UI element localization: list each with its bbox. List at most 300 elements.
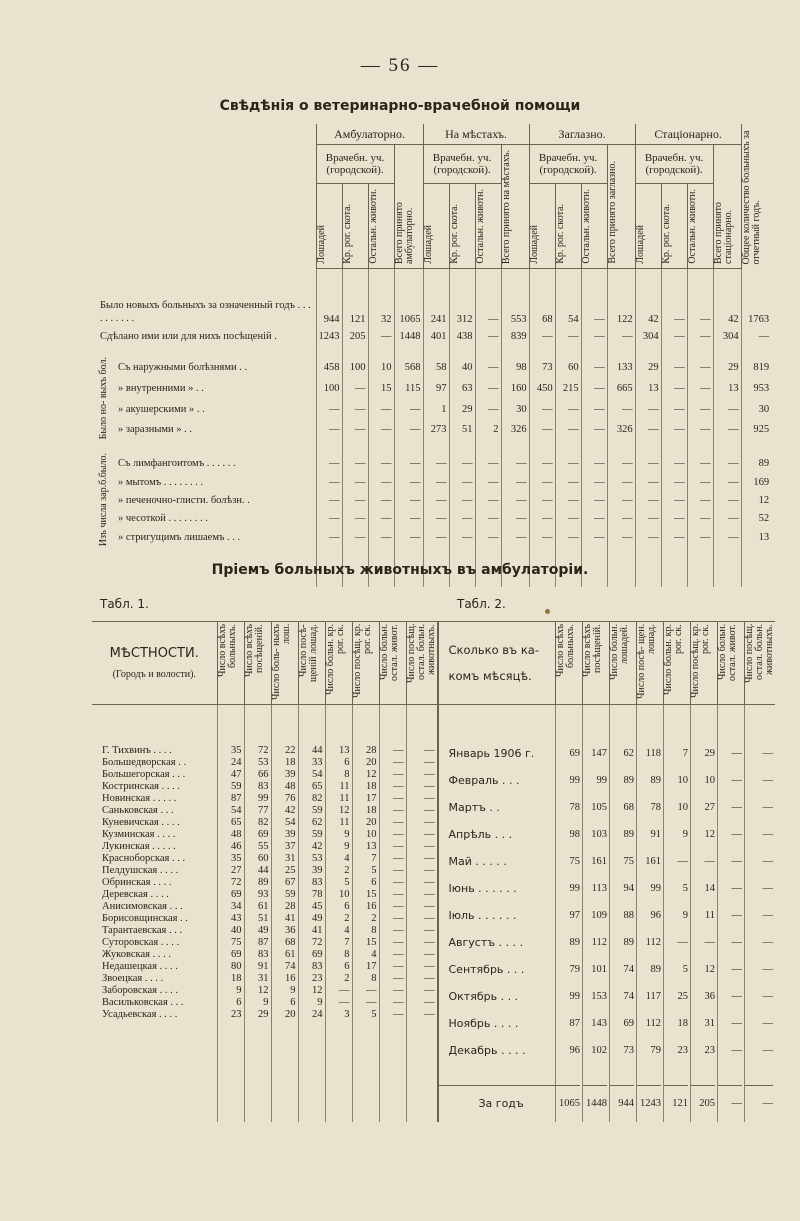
locality-name: Пелдушская . . . .: [102, 865, 179, 876]
cell-value: —: [687, 510, 713, 528]
cell-value: 304: [713, 325, 741, 347]
side-group: [98, 357, 116, 439]
right-cell-value: 5: [682, 964, 688, 975]
cell-value: —: [661, 510, 687, 528]
left-cell-value: 33: [312, 757, 323, 768]
right-cell-value: 103: [591, 829, 607, 840]
left-cell-value: 69: [231, 949, 242, 960]
left-cell-value: —: [393, 745, 404, 756]
month-name: Январь 1906 г.: [448, 747, 535, 760]
cell-value: —: [394, 453, 423, 473]
locality-name: Саньковская . . .: [102, 805, 174, 816]
right-col-header: [610, 622, 637, 705]
spacer-cell: [581, 347, 607, 357]
right-cell-value: —: [762, 802, 773, 813]
right-cell-value: 11: [704, 910, 715, 921]
left-cell-value: 49: [258, 925, 269, 936]
locality-name: Борисовщинская . .: [102, 913, 188, 924]
left-cell-value: 2: [344, 913, 350, 924]
col-header: Остальн. животн.: [367, 189, 379, 264]
col-header-cell: [449, 184, 475, 269]
month-name: Августъ . . . .: [448, 936, 523, 949]
cell-value: —: [475, 491, 501, 509]
cell-value: —: [581, 325, 607, 347]
locality-name: Недашецкая . . . .: [102, 961, 178, 972]
cell-value: —: [368, 528, 394, 546]
spacer-cell: [316, 439, 342, 453]
cell-value: 133: [607, 357, 635, 379]
right-cell-value: 96: [569, 1045, 580, 1056]
cell-value: 839: [501, 325, 529, 347]
left-cell-value: 39: [285, 769, 296, 780]
col-header: Лошадей: [528, 225, 540, 264]
left-col-header: [325, 622, 352, 705]
month-name: Май . . . . .: [448, 855, 507, 868]
left-col-label: Число всѣхъ больныхъ.: [216, 624, 238, 678]
month-name: Ноябрь . . . .: [448, 1017, 519, 1030]
left-cell-value: 9: [236, 985, 242, 996]
locality-name: Обринская . . . .: [102, 877, 172, 888]
left-cell-value: —: [424, 829, 435, 840]
locality-name: Большегорская . . .: [102, 769, 186, 780]
cell-value: —: [687, 357, 713, 379]
right-cell-value: 14: [704, 883, 715, 894]
right-cell-value: 101: [591, 964, 607, 975]
left-cell-value: —: [424, 805, 435, 816]
right-cell-value: 27: [704, 802, 715, 813]
left-cell-value: 35: [231, 853, 242, 864]
cell-value: —: [316, 453, 342, 473]
left-col-header: [352, 622, 379, 705]
right-cell-value: —: [731, 856, 742, 867]
spacer-cell: [342, 439, 368, 453]
cell-value: —: [475, 325, 501, 347]
cell-value: 205: [342, 325, 368, 347]
right-cell-value: 12: [704, 964, 715, 975]
left-cell-value: —: [424, 961, 435, 972]
spacer-cell: [475, 347, 501, 357]
left-head-title: МѢСТНОСТИ.: [109, 646, 199, 661]
left-cell-value: 18: [231, 973, 242, 984]
left-cell-value: 8: [371, 973, 377, 984]
right-cell-value: 99: [569, 775, 580, 786]
right-col-label: Число посѣщ. кр. рог. ск.: [690, 624, 711, 699]
cell-value: —: [342, 399, 368, 419]
locality-name: Заборовская . . . .: [102, 985, 179, 996]
cell-value: —: [635, 491, 661, 509]
cell-value: —: [607, 399, 635, 419]
right-cell-value: 89: [623, 775, 634, 786]
left-cell-value: 68: [285, 937, 296, 948]
left-cell-value: 42: [312, 841, 323, 852]
cell-value: —: [394, 491, 423, 509]
left-cell-value: 48: [285, 781, 296, 792]
spacer-cell: [635, 439, 661, 453]
left-cell-value: 39: [312, 865, 323, 876]
left-head-sub: (Городъ и волости).: [112, 669, 196, 680]
left-cell-value: 6: [290, 997, 296, 1008]
left-cell-value: 20: [285, 1009, 296, 1020]
left-cell-value: 76: [285, 793, 296, 804]
left-cell-value: —: [393, 925, 404, 936]
spacer-cell: [316, 269, 342, 300]
left-cell-value: 72: [312, 937, 323, 948]
cell-value: —: [529, 473, 555, 491]
left-cell-value: —: [339, 997, 350, 1008]
cell-value: 15: [368, 379, 394, 399]
right-cell-value: —: [731, 964, 742, 975]
left-cell-value: —: [424, 913, 435, 924]
left-cell-value: —: [393, 973, 404, 984]
cell-value: 12: [741, 491, 771, 509]
cell-value: —: [687, 419, 713, 439]
spacer-cell: [555, 439, 581, 453]
left-cell-value: 43: [231, 913, 242, 924]
cell-value: —: [475, 473, 501, 491]
left-cell-value: 39: [285, 829, 296, 840]
cell-value: —: [501, 491, 529, 509]
cell-value: —: [394, 528, 423, 546]
right-cell-value: —: [731, 883, 742, 894]
col-header: Кр. рог. скота.: [448, 204, 460, 264]
left-cell-value: —: [393, 769, 404, 780]
left-col-header: [244, 622, 271, 705]
month-name: Апрѣль . . .: [448, 828, 513, 841]
cell-value: —: [501, 473, 529, 491]
cell-value: 2: [475, 419, 501, 439]
locality-name: Лукинская . . . . .: [102, 841, 176, 852]
right-cell-value: —: [731, 775, 742, 786]
spacer-cell: [529, 269, 555, 300]
cell-value: —: [501, 528, 529, 546]
row-label: » чесоткой . . . . . . . .: [118, 513, 208, 525]
right-col-label: Число посѣ- щен. лошад.: [636, 624, 657, 700]
left-cell-value: —: [424, 889, 435, 900]
right-cell-value: 73: [623, 1045, 634, 1056]
left-cell-value: 69: [231, 889, 242, 900]
left-cell-value: 24: [312, 1009, 323, 1020]
cell-value: —: [581, 399, 607, 419]
row-label: » заразными » . .: [118, 423, 193, 435]
cell-value: —: [423, 473, 449, 491]
left-col-label: Число посѣ- щеній лошад.: [297, 624, 319, 682]
left-cell-value: —: [424, 877, 435, 888]
cell-value: —: [475, 379, 501, 399]
cell-value: —: [661, 453, 687, 473]
cell-value: 122: [607, 299, 635, 325]
left-cell-value: 8: [344, 769, 350, 780]
left-cell-value: 17: [366, 961, 377, 972]
locality-name: Костринская . . . .: [102, 781, 180, 792]
cell-value: —: [607, 491, 635, 509]
side-group: [98, 453, 116, 546]
cell-value: —: [342, 491, 368, 509]
spacer-cell: [394, 439, 423, 453]
right-cell-value: 68: [623, 802, 634, 813]
spacer: [98, 347, 316, 357]
left-cell-value: —: [424, 1009, 435, 1020]
left-cell-value: —: [393, 937, 404, 948]
col-header-cell: [342, 184, 368, 269]
right-cell-value: —: [731, 748, 742, 759]
left-cell-value: 53: [258, 757, 269, 768]
cell-value: —: [713, 528, 741, 546]
cell-value: —: [635, 399, 661, 419]
left-cell-value: 54: [312, 769, 323, 780]
right-cell-value: —: [762, 856, 773, 867]
right-head-title: Сколько въ ка- комъ мѣсяцѣ.: [448, 643, 539, 683]
cell-value: —: [394, 419, 423, 439]
left-cell-value: 87: [258, 937, 269, 948]
spacer-cell: [423, 347, 449, 357]
right-cell-value: 9: [682, 829, 688, 840]
left-cell-value: —: [424, 841, 435, 852]
locality-name: Суторовская . . . .: [102, 937, 180, 948]
left-cell-value: 60: [258, 853, 269, 864]
spacer-cell: [661, 347, 687, 357]
cell-value: —: [687, 453, 713, 473]
left-cell-value: 40: [231, 925, 242, 936]
left-cell-value: 45: [312, 901, 323, 912]
total-value: 205: [691, 1085, 715, 1122]
spacer-cell: [423, 439, 449, 453]
right-cell-value: 161: [645, 856, 661, 867]
left-cell-value: 12: [312, 985, 323, 996]
left-col: [271, 705, 298, 1123]
left-cell-value: —: [424, 937, 435, 948]
left-cell-value: 99: [258, 793, 269, 804]
cell-value: —: [316, 491, 342, 509]
cell-value: —: [475, 299, 501, 325]
group-header: Заглазно.: [529, 124, 635, 145]
col-header-cell: [316, 184, 342, 269]
left-cell-value: —: [393, 829, 404, 840]
left-cell-value: 83: [258, 949, 269, 960]
left-cell-value: —: [424, 949, 435, 960]
spacer-cell: [741, 269, 771, 300]
col-header: Кр. рог. скота.: [341, 204, 353, 264]
cell-value: —: [555, 453, 581, 473]
right-col: [556, 705, 583, 1123]
col-header: Всего принято амбулаторно.: [393, 202, 415, 264]
right-cell-value: 105: [591, 802, 607, 813]
cell-value: 52: [741, 510, 771, 528]
spacer-cell: [635, 347, 661, 357]
cell-value: —: [713, 419, 741, 439]
left-cell-value: 5: [344, 877, 350, 888]
right-cell-value: —: [704, 856, 715, 867]
left-cell-value: 7: [344, 937, 350, 948]
left-cell-value: —: [393, 877, 404, 888]
cell-value: —: [529, 491, 555, 509]
cell-value: 953: [741, 379, 771, 399]
left-cell-value: 75: [231, 937, 242, 948]
left-names: [92, 705, 217, 1123]
right-cell-value: 74: [623, 991, 634, 1002]
cell-value: —: [342, 379, 368, 399]
right-cell-value: 118: [645, 748, 661, 759]
left-cell-value: 5: [371, 1009, 377, 1020]
cell-value: —: [635, 453, 661, 473]
spacer-cell: [713, 347, 741, 357]
reception-table: [92, 621, 775, 1122]
left-cell-value: 23: [312, 973, 323, 984]
left-cell-value: 48: [231, 829, 242, 840]
spacer-cell: [475, 439, 501, 453]
cell-value: 29: [713, 357, 741, 379]
left-cell-value: 12: [339, 805, 350, 816]
row-label: Съ лимфангоитомъ . . . . . .: [118, 457, 236, 469]
right-cell-value: 75: [623, 856, 634, 867]
cell-value: —: [635, 510, 661, 528]
left-cell-value: —: [393, 913, 404, 924]
total-header-label: Общее количество больныхъ за отчетный годъ.: [740, 130, 762, 265]
cell-value: —: [661, 419, 687, 439]
left-col-header: [271, 622, 298, 705]
right-cell-value: 143: [591, 1018, 607, 1029]
right-cell-value: —: [677, 856, 688, 867]
col-header: Лошадей: [634, 225, 646, 264]
cell-value: —: [581, 528, 607, 546]
subgroup-header: Врачебн. уч. (городской).: [529, 145, 607, 184]
right-col-header: [664, 622, 691, 705]
locality-name: Большедворская . .: [102, 757, 187, 768]
cell-value: —: [581, 510, 607, 528]
left-col-header: [298, 622, 325, 705]
left-cell-value: 18: [366, 781, 377, 792]
cell-value: —: [449, 491, 475, 509]
spacer-cell: [475, 269, 501, 300]
locality-name: Жуковская . . . .: [102, 949, 171, 960]
cell-value: —: [555, 325, 581, 347]
cell-value: —: [661, 379, 687, 399]
month-name: Декабрь . . . .: [448, 1044, 526, 1057]
row-label: » мытомъ . . . . . . . .: [118, 476, 204, 488]
col-header-cell: [661, 184, 687, 269]
right-col-header: [718, 622, 745, 705]
left-cell-value: 4: [344, 853, 350, 864]
spacer-cell: [368, 347, 394, 357]
left-cell-value: 9: [344, 841, 350, 852]
ink-dot: [545, 609, 550, 614]
total-value: 1448: [583, 1085, 607, 1122]
right-cell-value: 109: [591, 910, 607, 921]
cell-value: —: [423, 453, 449, 473]
cell-value: —: [529, 325, 555, 347]
left-cell-value: 6: [344, 961, 350, 972]
col-header-cell: [555, 184, 581, 269]
cell-value: 304: [635, 325, 661, 347]
left-cell-value: 47: [231, 769, 242, 780]
col-header-cell: [529, 184, 555, 269]
left-cell-value: 11: [339, 817, 350, 828]
cell-value: —: [687, 299, 713, 325]
left-cell-value: 83: [258, 781, 269, 792]
cell-value: 40: [449, 357, 475, 379]
cell-value: —: [449, 453, 475, 473]
right-cell-value: 117: [645, 991, 661, 1002]
cell-value: 326: [607, 419, 635, 439]
left-cell-value: —: [393, 853, 404, 864]
cell-value: 32: [368, 299, 394, 325]
cell-value: —: [581, 473, 607, 491]
right-cell-value: 94: [623, 883, 634, 894]
right-col-label: Число посѣщ. остал. больн. животныхъ.: [744, 624, 775, 684]
cell-value: —: [316, 528, 342, 546]
left-cell-value: 59: [285, 889, 296, 900]
locality-name: Усадьевская . . . .: [102, 1009, 178, 1020]
left-col: [379, 705, 406, 1123]
locality-name: Куневичская . . . .: [102, 817, 180, 828]
spacer-cell: [581, 269, 607, 300]
left-cell-value: 41: [312, 925, 323, 936]
right-col-label: Число больн. остал. живот.: [717, 624, 738, 681]
left-cell-value: 55: [258, 841, 269, 852]
cell-value: —: [501, 510, 529, 528]
right-col: [718, 705, 745, 1123]
locality-name: Васильковская . . .: [102, 997, 184, 1008]
spacer-cell: [368, 269, 394, 300]
left-cell-value: 54: [285, 817, 296, 828]
left-cell-value: 46: [231, 841, 242, 852]
left-cell-value: 44: [258, 865, 269, 876]
left-cell-value: —: [393, 781, 404, 792]
cell-value: —: [635, 528, 661, 546]
spacer-cell: [713, 439, 741, 453]
cell-value: —: [661, 357, 687, 379]
cell-value: 169: [741, 473, 771, 491]
left-cell-value: 9: [344, 829, 350, 840]
col-header: Лошадей: [315, 225, 327, 264]
right-cell-value: —: [762, 1045, 773, 1056]
left-cell-value: 6: [236, 997, 242, 1008]
cell-value: —: [741, 325, 771, 347]
right-cell-value: —: [762, 775, 773, 786]
left-cell-value: 83: [312, 961, 323, 972]
spacer-cell: [741, 347, 771, 357]
cell-value: —: [581, 453, 607, 473]
left-cell-value: —: [366, 997, 377, 1008]
right-cell-value: —: [731, 910, 742, 921]
left-cell-value: 6: [344, 757, 350, 768]
right-cell-value: 112: [645, 937, 661, 948]
right-col-label: Число больн. лошадей.: [609, 624, 630, 681]
left-cell-value: 35: [231, 745, 242, 756]
right-cell-value: 79: [569, 964, 580, 975]
left-cell-value: 18: [366, 805, 377, 816]
left-cell-value: 72: [258, 745, 269, 756]
cell-value: —: [394, 399, 423, 419]
cell-value: —: [555, 473, 581, 491]
left-cell-value: 91: [258, 961, 269, 972]
left-cell-value: 25: [285, 865, 296, 876]
spacer-cell: [342, 269, 368, 300]
left-cell-value: 69: [258, 829, 269, 840]
row-label: » внутренними » . .: [118, 383, 204, 395]
cell-value: —: [661, 473, 687, 491]
left-col: [325, 705, 352, 1123]
left-col-label: Число больн. остал. живот.: [378, 624, 400, 681]
right-cell-value: 97: [569, 910, 580, 921]
spacer-cell: [501, 347, 529, 357]
subgroup-header: Врачебн. уч. (городской).: [423, 145, 501, 184]
cell-value: 54: [555, 299, 581, 325]
right-cell-value: 10: [677, 802, 688, 813]
cell-value: —: [581, 357, 607, 379]
cell-value: 273: [423, 419, 449, 439]
cell-value: —: [713, 491, 741, 509]
right-cell-value: 89: [650, 775, 661, 786]
